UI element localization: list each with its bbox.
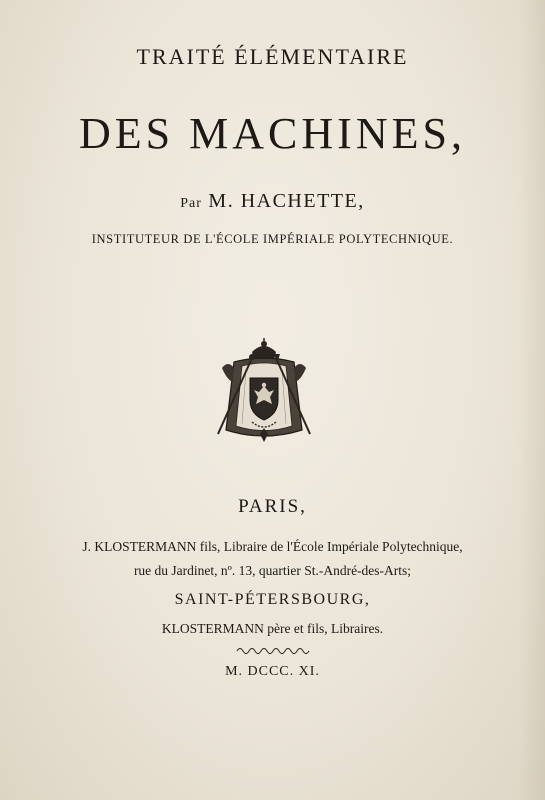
author-line <box>0 190 545 213</box>
city-paris: PARIS, <box>238 496 307 517</box>
coat-of-arms-icon <box>212 338 316 446</box>
author-prefix: Par <box>180 196 202 211</box>
ornamental-rule <box>236 645 310 657</box>
author-role: INSTITUTEUR DE L'ÉCOLE IMPÉRIALE POLYTECHNIQUE. <box>91 232 454 246</box>
publication-date: M. DCCC. XI. <box>225 664 320 679</box>
publisher-2: KLOSTERMANN père et fils, Libraires. <box>161 621 384 636</box>
author-name: M. HACHETTE, <box>208 190 365 212</box>
publisher-1-line-1: J. KLOSTERMANN fils, Libraire de l'École Impériale Polytechnique, <box>82 539 463 554</box>
title-line-1: TRAITÉ ÉLÉMENTAIRE <box>136 44 409 69</box>
publisher-1-line-2: rue du Jardinet, nº. 13, quartier St.-André-des-Arts; <box>133 563 412 578</box>
title-line-2: DES MACHINES, <box>79 109 466 158</box>
city-saint-petersbourg: SAINT-PÉTERSBOURG, <box>174 591 371 608</box>
